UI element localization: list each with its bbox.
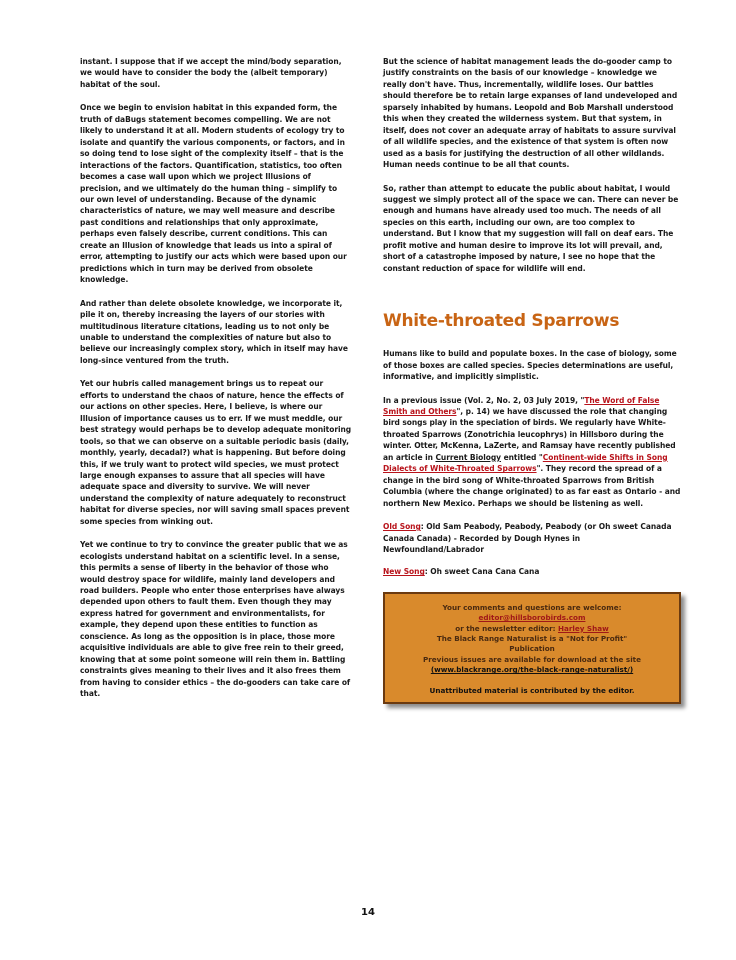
old-song-link[interactable]: Old Song [383,522,421,532]
paragraph: Humans like to build and populate boxes. In the case of biology, some of those boxes are called species. Species determinations are useful, informative, and implicitly simplistic. [383,349,677,382]
new-song-link[interactable]: New Song [383,567,425,577]
text: In a previous issue (Vol. 2, No. 2, 03 July 2019, " [383,395,585,405]
paragraph: Yet we continue to try to convince the greater public that we as ecologists understand habitat on a scientific level. In a sense, this permits a sense of liberty in the behavior of those who would destroy space for wildlife, mainly land developers and road builders. People who enter those enterprises have always depended upon others to fault them. Even though they may express hatred for government and environmentalists, for example, they depend upon these entities to function as conscience. As long as the opposition is in place, those more acquisitive individuals are able to give free rein to their greed, knowing that at some point someone will rein them in. Battling constraints gives meaning to their lives and it also frees them from having to consider ethics – the do-gooders can take care of that. [80,540,351,699]
website-link[interactable]: (www.blackrange.org/the-black-range-naturalist/) [430,665,634,675]
text: or the newsletter editor: [455,623,558,633]
new-song [383,566,681,577]
right-column [383,56,681,704]
info-line: The Black Range Naturalist is a "Not for Profit" [436,634,628,644]
paragraph: Yet our hubris called management brings us to repeat our efforts to understand the chaos of nature, hence the effects of our actions on other species. Here, I believe, is where our Illusion of importance causes us to err. If we must meddle, our best strategy would perhaps be to develop adequate monitoring tools, so that we can observe on a suitable periodic basis (daily, monthly, yearly, decadal?) what is happening. But before doing this, if we truly want to protect wild species, we must protect large enough expanses to assure that all species will have adequate space and diversity to survive. We will never understand the complexity of nature adequately to reconstruct habitat for diverse species, nor will saving small spaces prevent some species from winking out. [80,379,352,526]
section-heading: White-throated Sparrows [383,311,620,332]
info-line [391,624,673,634]
info-line: Publication [509,644,555,654]
info-line [391,603,673,624]
new-song-text: : Oh sweet Cana Cana Cana [424,567,540,577]
previous-issue-link[interactable]: The Word of False Smith and Others [383,395,660,416]
paragraph: So, rather than attempt to educate the public about habitat, I would suggest we simply protect all of the space we can. There can never be enough and humans have already used too much. The needs of all species on this earth, including our own, are too complex to understand. But I know that my suggestion will fall on deaf ears. The profit motive and human desire to improve its lot will prevail, and, short of a catastrophe imposed by nature, I see no hope that the constant reduction of space for wildlife will end. [383,183,679,273]
text: entitled " [501,452,543,462]
paragraph: instant. I suppose that if we accept the mind/body separation, we would have to consider the body the (albeit temporary) habitat of the soul. [80,57,342,89]
article-link[interactable]: Continent-wide Shifts in Song Dialects of White-Throated Sparrows [383,452,668,474]
old-song-text: : Old Sam Peabody, Peabody, Peabody (or Oh sweet Canada Canada Canada) - Recorded by Dough Hynes in Newfoundland/Labrador [383,522,672,554]
paragraph: Once we begin to envision habitat in this expanded form, the truth of daBugs statement becomes compelling. We are not likely to understand it at all. Modern students of ecology try to isolate and quantify the various components, or factors, and in so doing tend to lose sight of the complexity itself – that is the interactions of the factors. Quantification, statistics, too often becomes a case wall upon which we project Illusions of precision, and we ultimately do the human thing – simplify to our own level of understanding. Because of the dynamic characteristics of nature, we may well measure and describe past conditions and relationships that only approximate, perhaps even falsely describe, current conditions. This can create an Illusion of knowledge that leads us into a spiral of error, attempting to justify our acts which were based upon our predictions which in turn may be derived from obsolete knowledge. [80,103,347,285]
left-column [80,56,352,712]
page-number: 14 [361,907,375,918]
paragraph: But the science of habitat management leads the do-gooder camp to justify constraints on the basis of our knowledge – knowledge we really don't have. Thus, incrementally, wildlife loses. Our battles should therefore be to retain large expanses of land undeveloped and sparsely inhabited by humans. Leopold and Bob Marshall understood this when they created the wilderness system. But that system, in itself, does not cover an adequate array of habitats to assure survival of all wildlife species, and the existence of that system is often now used as a basis for justifying the destruction of all other wildlands. Human needs continue to be all that counts. [383,57,678,170]
editor-link[interactable]: Harley Shaw [558,623,609,633]
old-song [383,521,681,555]
paragraph-sparrow-article [383,395,681,510]
info-line: Previous issues are available for download at the site [422,654,641,664]
info-box [383,592,681,704]
text: Your comments and questions are welcome: [442,602,622,612]
journal-name: Current Biology [435,452,502,462]
paragraph: And rather than delete obsolete knowledge, we incorporate it, pile it on, thereby increasing the layers of our stories with multitudinous literature citations, leading us to not only be unable to understand the complexities of nature but also to believe our increasingly complex story, which in itself may have long-since ventured from the truth. [80,298,348,365]
text: ". They record the spread of a change in the bird song of White-throated Sparrows from British Columbia (where the change originated) to as far east as Ontario - and northern New Mexico. Perhaps we should be listening as well. [383,464,681,508]
text: ", p. 14) we have discussed the role that changing bird songs play in the speciation of birds. We regularly have White-throated Sparrows (Zonotrichia leucophrys) in Hillsboro during the winter. Otter, McKenna, LaZerte, and Ramsay have recently published an article in [383,406,676,462]
email-link[interactable]: editor@hillsborobirds.com [478,613,586,623]
info-line: Unattributed material is contributed by the editor. [429,685,635,695]
